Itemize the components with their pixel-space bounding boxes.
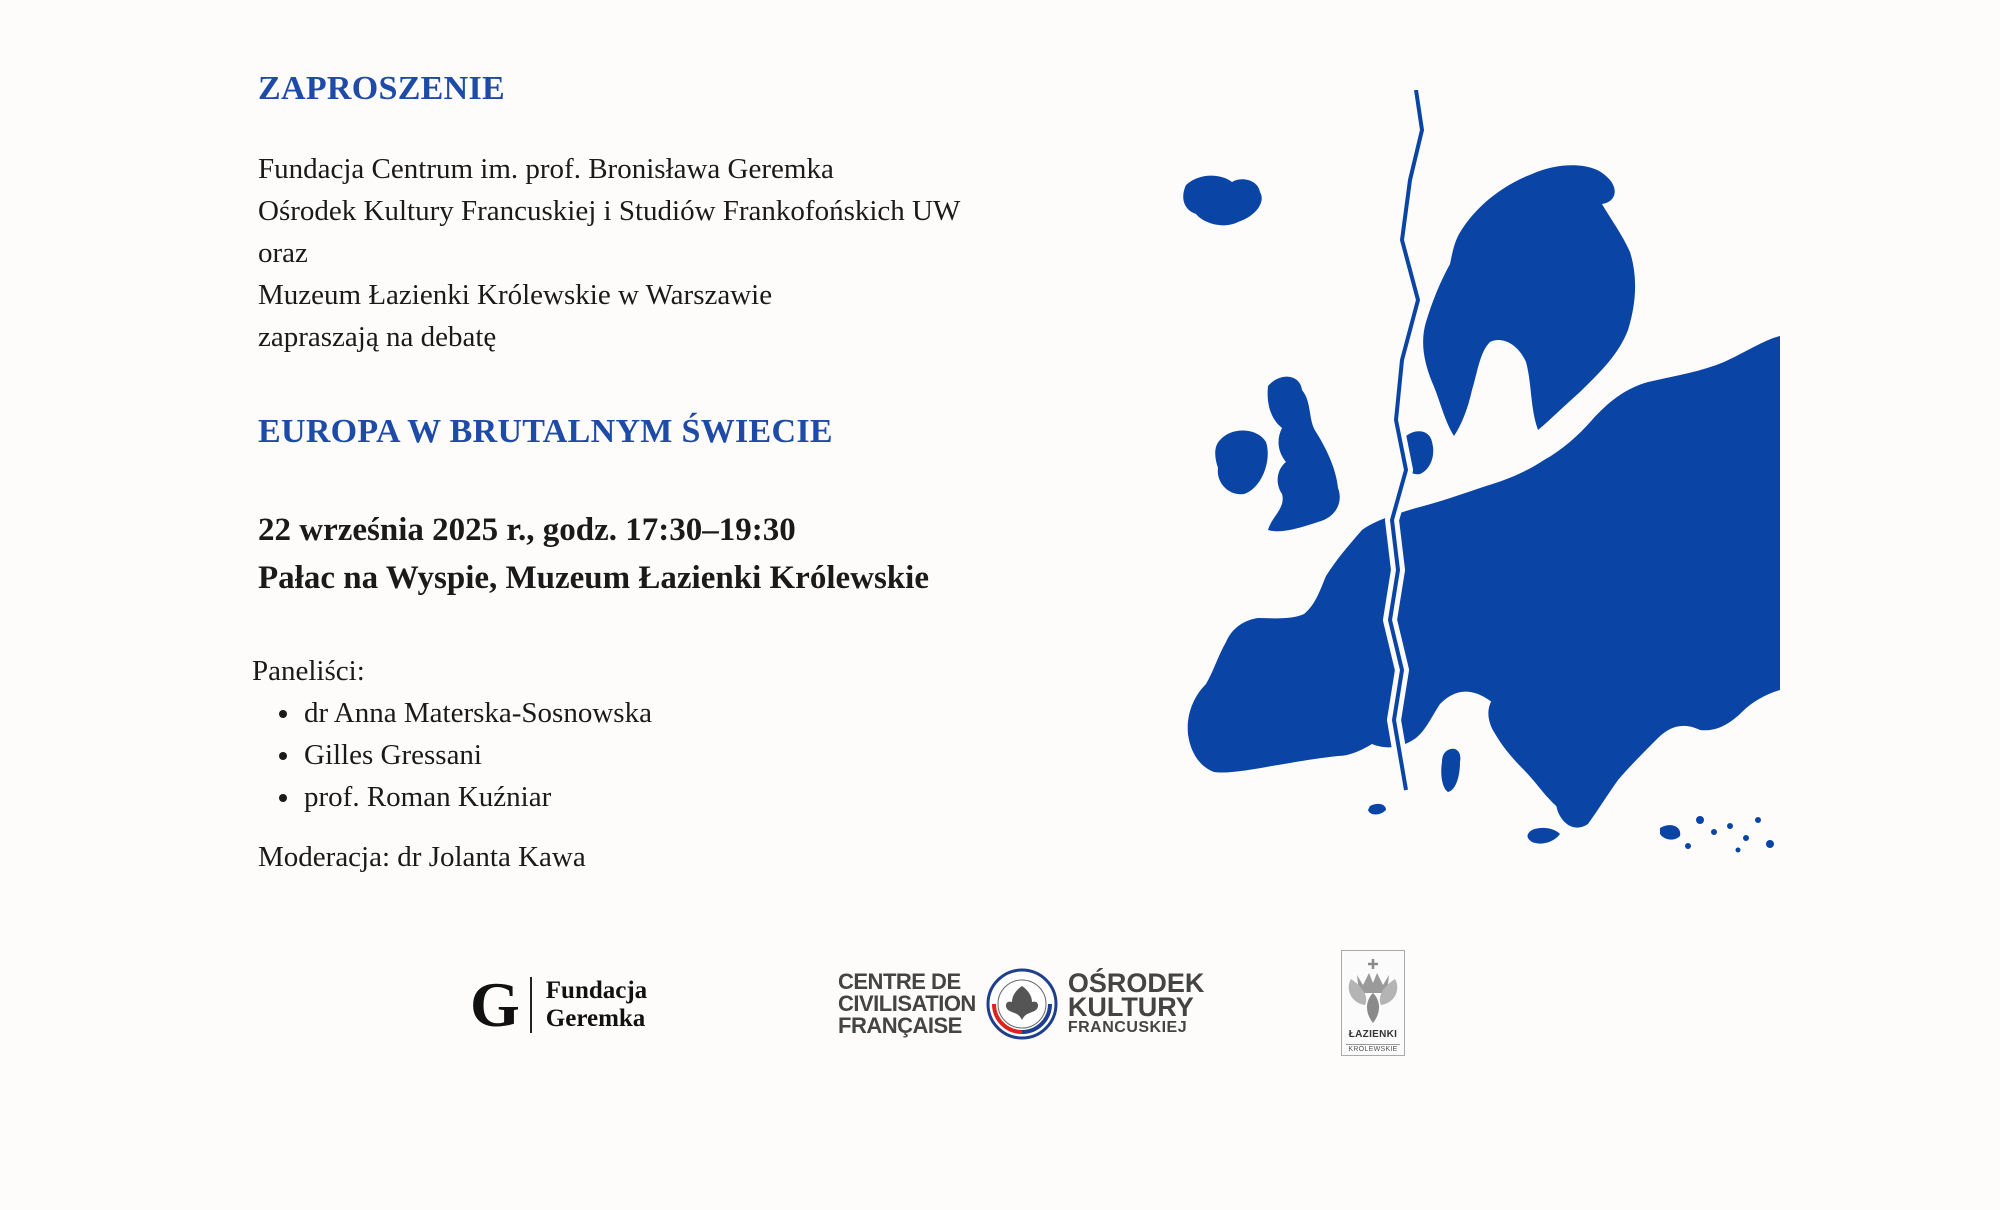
europe-map-illustration (1140, 90, 1840, 890)
fundacja-geremka-logo (470, 970, 647, 1040)
panelists-label: Paneliści: (252, 655, 365, 687)
organizer-line: Muzeum Łazienki Królewskie w Warszawie (258, 279, 773, 311)
organizer-line: Ośrodek Kultury Francuskiej i Studiów Frankofońskich UW (258, 195, 961, 227)
organizers-block (258, 148, 960, 358)
panelist-item: • prof. Roman Kuźniar (302, 776, 652, 818)
okf-line-1: OŚRODEK (1067, 968, 1205, 998)
lazienki-name: ŁAZIENKI (1348, 1029, 1398, 1040)
crown-leaf-emblem-icon (1343, 953, 1403, 1029)
moderation-line: Moderacja: dr Jolanta Kawa (258, 841, 586, 873)
panelists-block (252, 650, 652, 818)
lazienki-divider (1346, 1044, 1400, 1045)
debate-title: EUROPA W BRUTALNYM ŚWIECIE (258, 413, 833, 450)
organizer-line: zapraszają na debatę (258, 321, 497, 353)
okf-line-2: KULTURY (1067, 992, 1194, 1022)
lazienki-krolewskie-logo (1341, 950, 1405, 1056)
panelist-item: • dr Anna Materska-Sosnowska (302, 692, 652, 734)
ccf-line-1: CENTRE DE (838, 969, 961, 994)
event-date-time: 22 września 2025 r., godz. 17:30–19:30 (258, 512, 796, 548)
event-place: Pałac na Wyspie, Muzeum Łazienki Królewskie (258, 560, 929, 596)
lazienki-subtitle: KRÓLEWSKIE (1348, 1046, 1398, 1053)
okf-line-3: FRANCUSKIEJ (1067, 1019, 1188, 1036)
g-mark: G (470, 969, 520, 1040)
geremek-line-1: Fundacja (545, 977, 648, 1004)
logo-divider (530, 977, 532, 1033)
university-seal-icon (986, 968, 1058, 1040)
event-details (258, 506, 929, 602)
geremek-logo-text (546, 977, 647, 1033)
ccf-line-3: FRANÇAISE (838, 1013, 962, 1038)
panelist-item: • Gilles Gressani (302, 734, 652, 776)
organizer-line: Fundacja Centrum im. prof. Bronisława Geremka (258, 153, 834, 185)
organizer-line: oraz (258, 237, 308, 269)
geremek-line-2: Geremka (545, 1005, 646, 1032)
panelists-list (252, 692, 652, 818)
osrodek-kultury-francuskiej-logo (838, 964, 1204, 1044)
ccf-text (838, 971, 976, 1037)
okf-text (1067, 968, 1205, 1037)
invitation-heading: ZAPROSZENIE (258, 70, 506, 107)
ccf-line-2: CIVILISATION (838, 991, 976, 1016)
